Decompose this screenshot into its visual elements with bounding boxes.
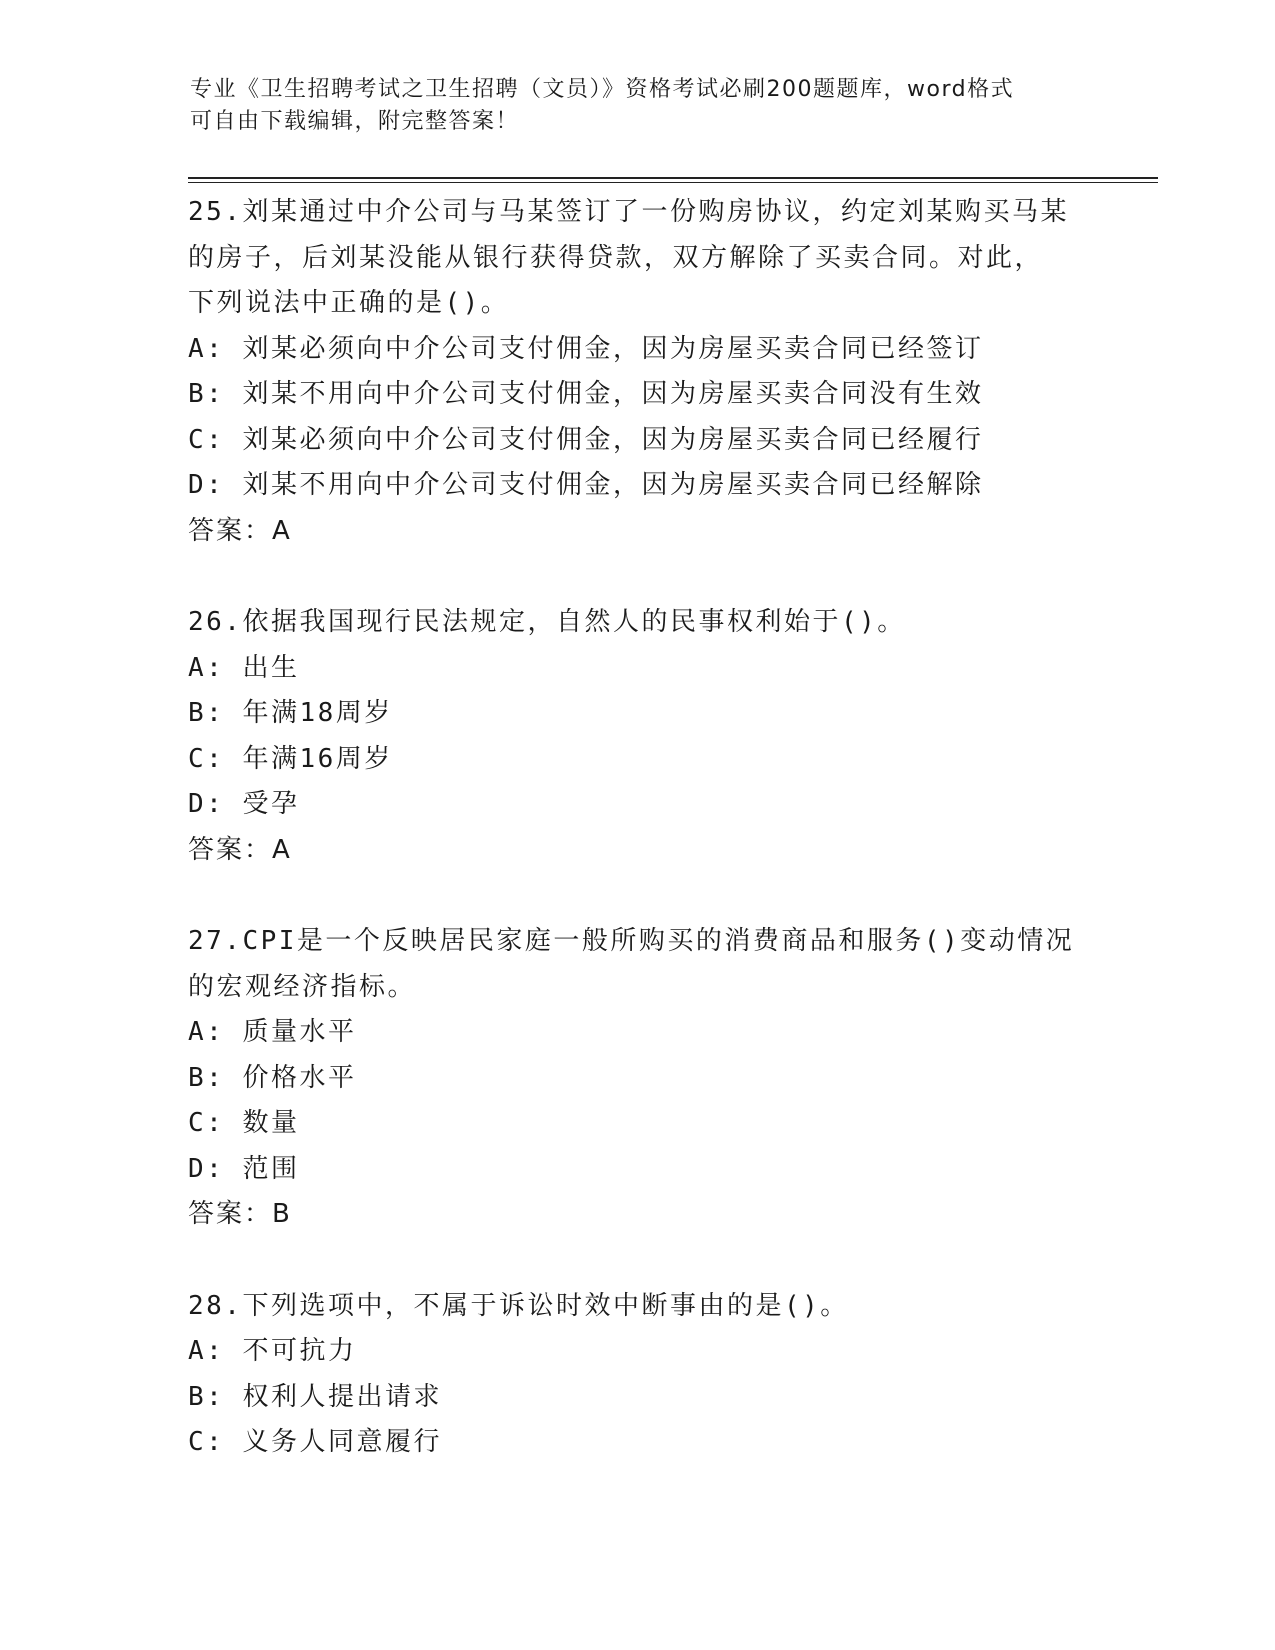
answer-label: 答案：A <box>188 834 292 865</box>
option-b: B: 权利人提出请求 <box>188 1381 442 1412</box>
question-text-line: 26.依据我国现行民法规定，自然人的民事权利始于()。 <box>188 607 906 637</box>
option-b: B: 年满18周岁 <box>188 698 393 728</box>
option-c: C: 义务人同意履行 <box>188 1427 442 1457</box>
question-text-line: 的房子，后刘某没能从银行获得贷款，双方解除了买卖合同。对此， <box>188 242 1044 273</box>
option-c: C: 刘某必须向中介公司支付佣金，因为房屋买卖合同已经履行 <box>188 424 984 455</box>
question-26 <box>188 600 1088 873</box>
answer-label: 答案：A <box>188 515 292 546</box>
question-28 <box>188 1284 1088 1466</box>
header-line-2: 可自由下载编辑，附完整答案！ <box>190 109 520 134</box>
document-header <box>190 74 1070 138</box>
question-text-line: 28.下列选项中，不属于诉讼时效中断事由的是()。 <box>188 1290 849 1321</box>
question-text-line: 的宏观经济指标。 <box>188 971 417 1002</box>
option-d: D: 刘某不用向中介公司支付佣金，因为房屋买卖合同已经解除 <box>188 470 984 500</box>
question-text-line: 25.刘某通过中介公司与马某签订了一份购房协议，约定刘某购买马某 <box>188 197 1069 227</box>
answer-label: 答案：B <box>188 1199 292 1229</box>
option-d: D: 受孕 <box>188 789 300 819</box>
option-a: A: 刘某必须向中介公司支付佣金，因为房屋买卖合同已经签订 <box>188 333 984 364</box>
option-d: D: 范围 <box>188 1153 300 1184</box>
header-rule-thin <box>188 182 1158 183</box>
option-b: B: 价格水平 <box>188 1062 357 1093</box>
question-27 <box>188 919 1088 1238</box>
header-line-1: 专业《卫生招聘考试之卫生招聘（文员）》资格考试必刷200题题库，word格式 <box>190 77 1015 102</box>
option-c: C: 数量 <box>188 1108 300 1138</box>
question-text-line: 下列说法中正确的是()。 <box>188 288 510 318</box>
question-text-line: 27.CPI是一个反映居民家庭一般所购买的消费商品和服务()变动情况 <box>188 926 1075 956</box>
option-c: C: 年满16周岁 <box>188 743 393 774</box>
option-a: A: 出生 <box>188 652 300 683</box>
header-rule-thick <box>188 177 1158 179</box>
question-list <box>188 190 1088 1512</box>
option-a: A: 不可抗力 <box>188 1336 357 1366</box>
option-b: B: 刘某不用向中介公司支付佣金，因为房屋买卖合同没有生效 <box>188 379 984 409</box>
option-a: A: 质量水平 <box>188 1017 357 1047</box>
question-25 <box>188 190 1088 554</box>
